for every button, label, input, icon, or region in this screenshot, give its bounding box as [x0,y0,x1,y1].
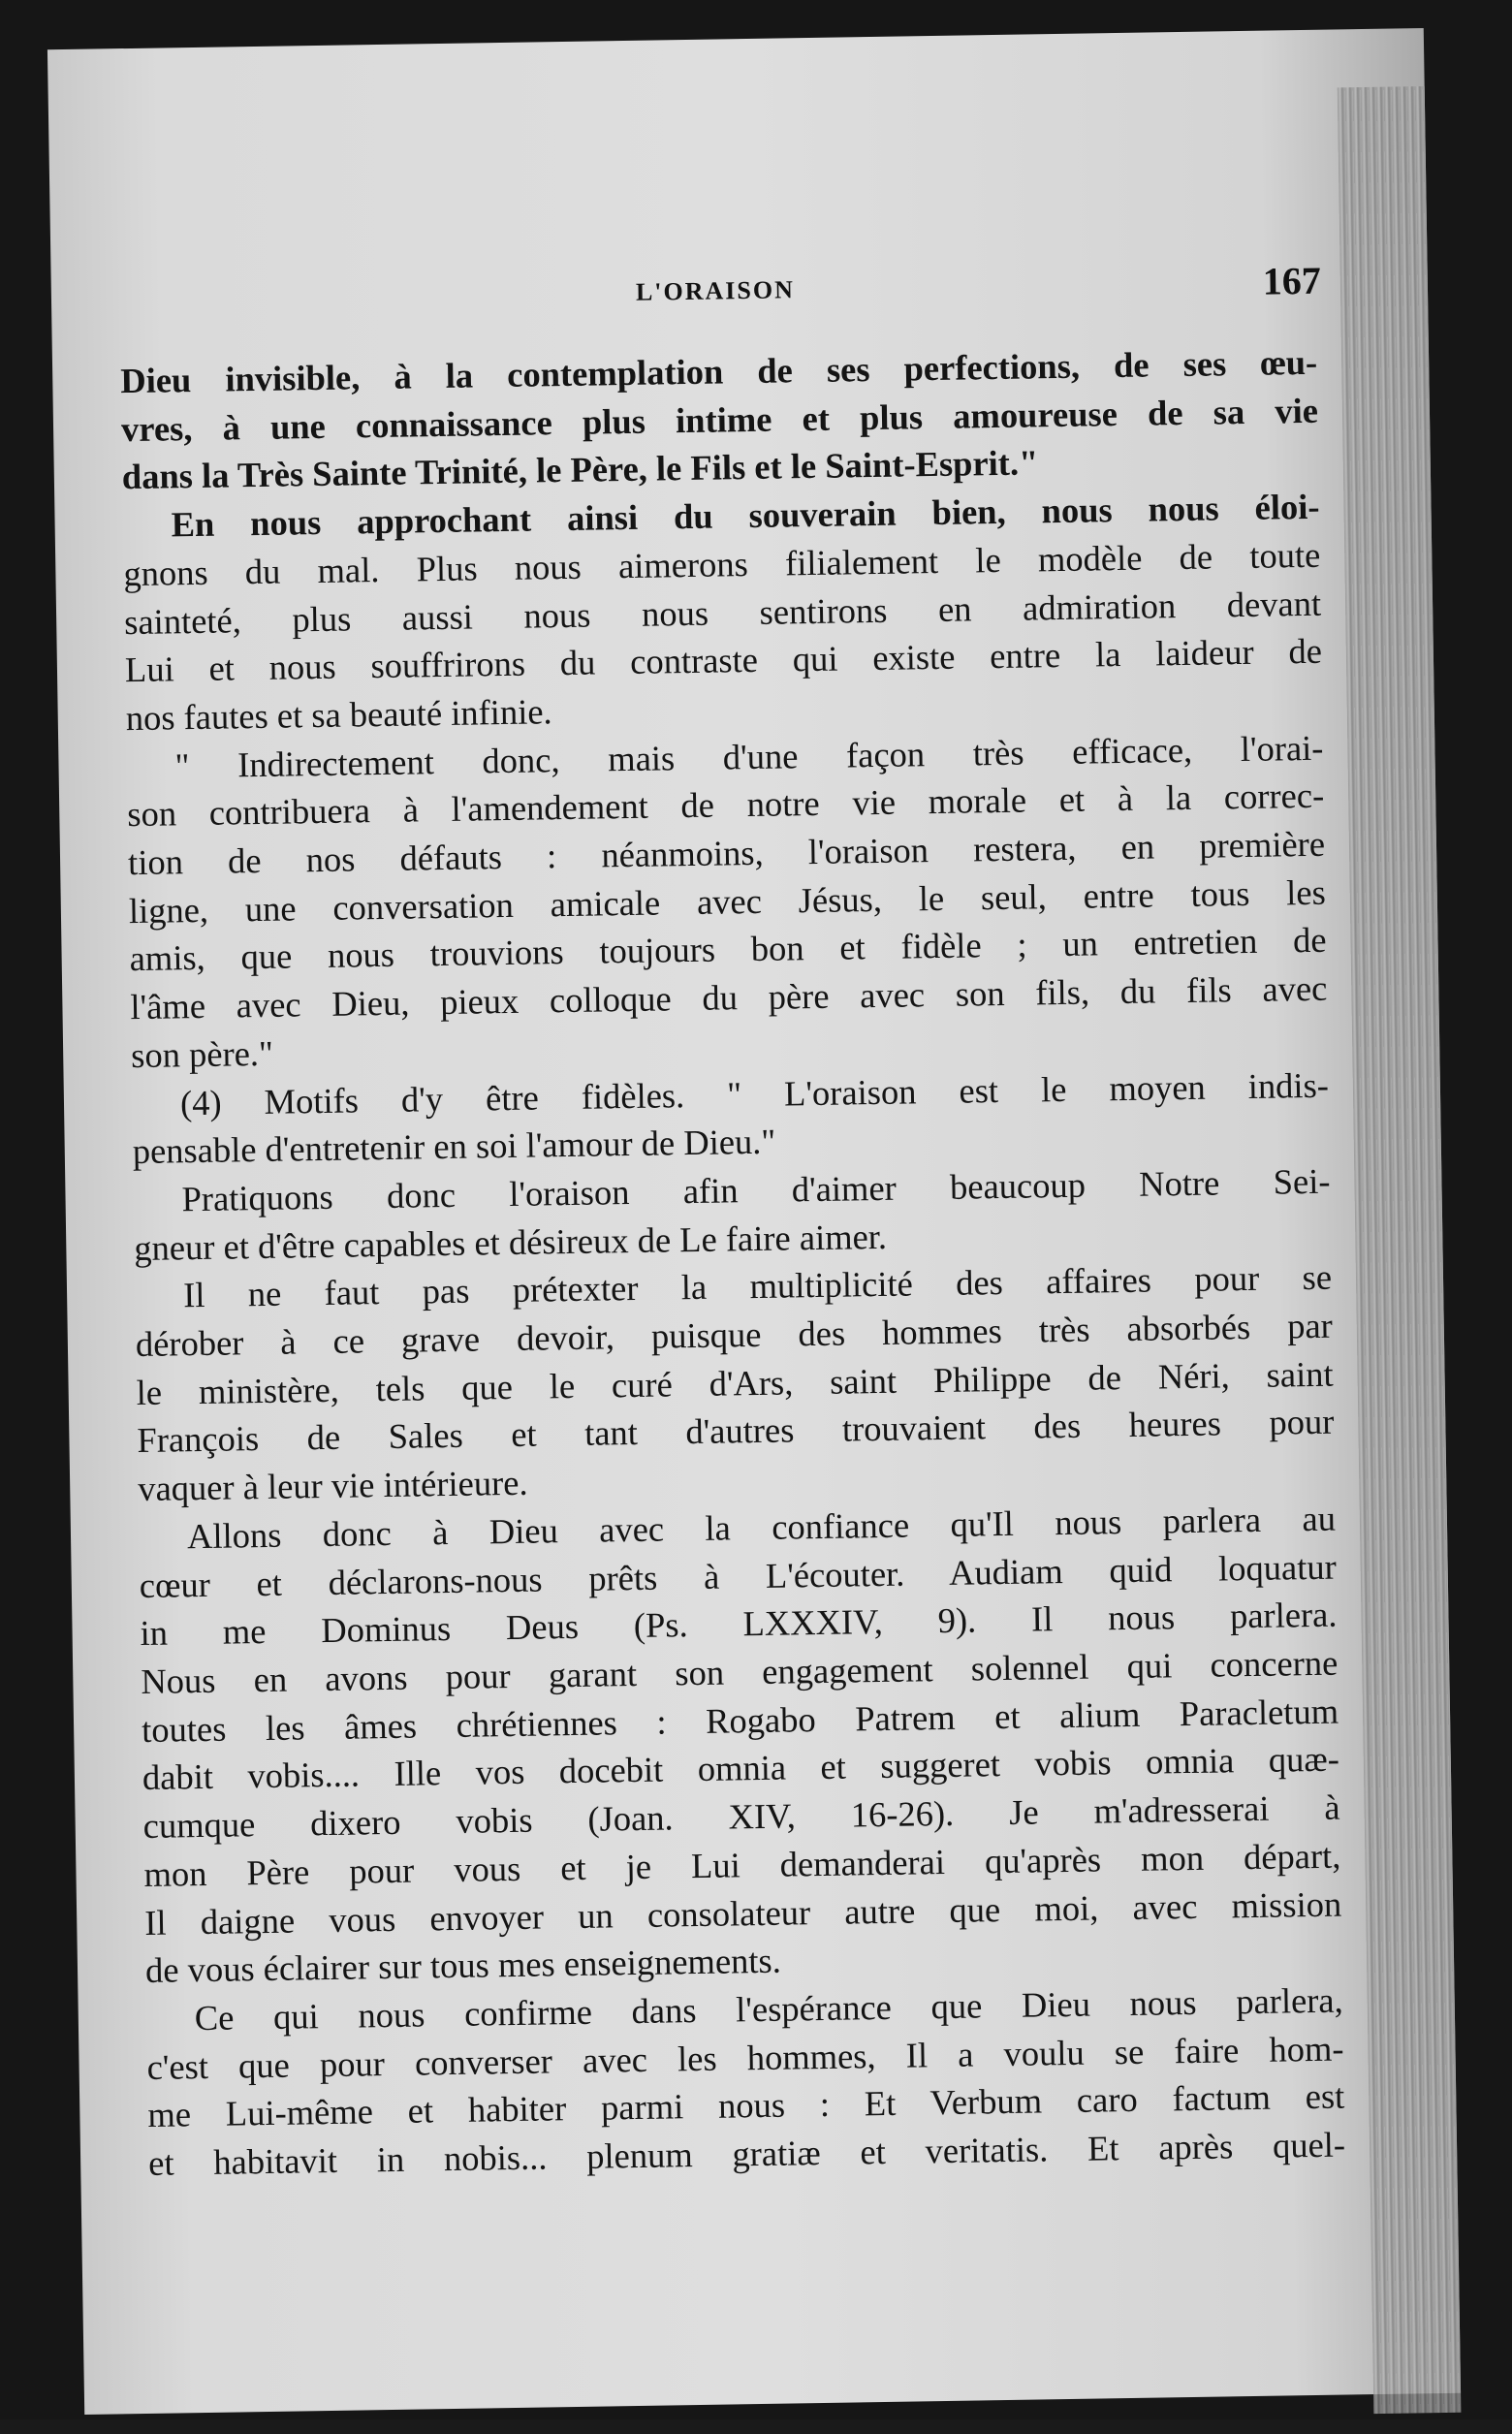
text-line: de vous éclairer sur tous mes enseignements. [144,1940,782,1991]
text-line: dabit vobis.... Ille vos docebit omnia et suggeret vobis omnia quæ- [142,1738,1340,1798]
body-text [120,338,1346,2188]
text-line: nos fautes et sa beauté infinie. [125,691,552,739]
text-line: Nous en avons pour garant son engagement solennel qui concerne [141,1642,1339,1701]
text-line: gnons du mal. Plus nous aimerons filialement le modèle de toute [123,534,1321,593]
text-line: et habitavit in nobis... plenum gratiæ et veritatis. Et après quel- [147,2124,1346,2183]
text-line: François de Sales et tant d'autres trouvaient des heures pour [137,1402,1335,1461]
text-line: ligne, une conversation amicale avec Jésus, le seul, entre tous les [128,871,1327,931]
text-line: gneur et d'être capables et désireux de Le faire aimer. [134,1216,888,1268]
running-head: L'ORAISON [635,275,796,306]
text-line: Lui et nous souffrirons du contraste qui existe entre la laideur de [124,630,1323,690]
text-line: Dieu invisible, à la contemplation de ses perfections, de ses œu- [119,341,1318,401]
text-line: Pratiquons donc l'oraison afin d'aimer beaucoup Notre Sei- [181,1160,1331,1219]
text-line: mon Père pour vous et je Lui demanderai qu'après mon départ, [143,1835,1341,1894]
text-line: (4) Motifs d'y être fidèles. " L'oraison est le moyen indis- [179,1064,1330,1122]
text-line: son père." [130,1032,274,1075]
page-header [109,224,1321,331]
book-page [47,28,1461,2415]
text-line: vres, à une connaissance plus intime et plus amoureuse de sa vie [120,390,1319,449]
text-line: tion de nos défauts : néanmoins, l'oraison restera, en première [127,823,1326,883]
text-line: pensable d'entretenir en soi l'amour de Dieu." [132,1121,776,1172]
text-line: dans la Très Sainte Trinité, le Père, le Fils et le Saint-Esprit." [121,442,1039,497]
text-line: son contribuera à l'amendement de notre vie morale et à la correc- [127,775,1325,835]
text-line: Allons donc à Dieu avec la confiance qu'Il nous parlera au [186,1498,1337,1557]
text-line: Il ne faut pas prétexter la multiplicité des affaires pour se [182,1257,1333,1315]
text-line: toutes les âmes chrétiennes : Rogabo Patrem et alium Paracletum [141,1691,1339,1750]
text-line: vaquer à leur vie intérieure. [137,1462,528,1509]
text-line: sainteté, plus aussi nous nous sentirons en admiration devant [123,583,1322,642]
text-line: c'est que pour converser avec les hommes, Il a voulu se faire hom- [146,2028,1344,2087]
text-line: cumque dixero vobis (Joan. XIV, 16-26). Je m'adresserai à [142,1786,1340,1847]
page-number: 167 [1262,258,1322,303]
text-line: En nous approchant ainsi du souverain bien, nous nous éloi- [171,486,1320,545]
text-line: l'âme avec Dieu, pieux colloque du père avec son fils, du fils avec [130,967,1328,1027]
text-line: me Lui-même et habiter parmi nous : Et Verbum caro factum est [147,2075,1345,2135]
text-line: cœur et déclarons-nous prêts à L'écouter. Audiam quid loquatur [139,1546,1337,1605]
text-line: dérober à ce grave devoir, puisque des hommes très absorbés par [135,1305,1334,1365]
text-line: Il daigne vous envoyer un consolateur autre que moi, avec mission [143,1883,1342,1943]
text-line: Ce qui nous confirme dans l'espérance que Dieu nous parlera, [194,1979,1344,2039]
text-line: in me Dominus Deus (Ps. LXXXIV, 9). Il nous parlera. [140,1594,1338,1654]
text-line: le ministère, tels que le curé d'Ars, saint Philippe de Néri, saint [136,1353,1334,1412]
text-line: " Indirectement donc, mais d'une façon très efficace, l'orai- [174,727,1324,785]
page-edge-shadow [1338,86,1462,2414]
text-line: amis, que nous trouvions toujours bon et fidèle ; un entretien de [129,920,1327,979]
